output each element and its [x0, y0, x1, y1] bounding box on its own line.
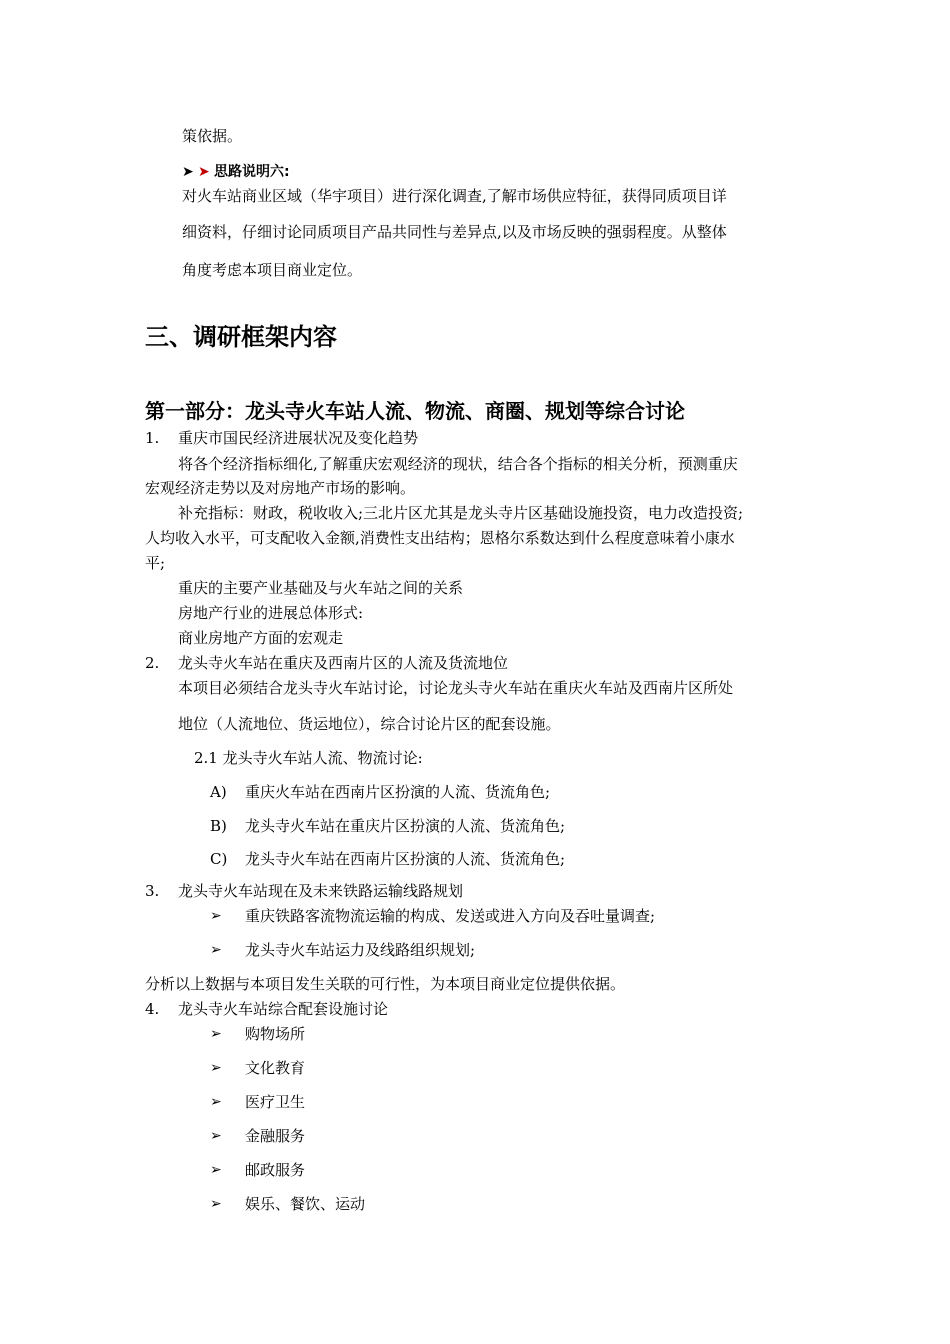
arrow-bullet-icon: ➢ [210, 1162, 222, 1178]
paragraph-line: 房地产行业的进展总体形式: [178, 604, 364, 622]
paragraph-line: 本项目必须结合龙头寺火车站讨论，讨论龙头寺火车站在重庆火车站及西南片区所处 [178, 679, 734, 697]
sub-item-mark: A) [210, 783, 227, 801]
bullet-text: 文化教育 [245, 1059, 306, 1077]
subsection-title: 2.1 龙头寺火车站人流、物流讨论: [194, 749, 423, 767]
item-number: 3. [145, 882, 160, 900]
bullet-text: 邮政服务 [245, 1161, 306, 1179]
item-title: 龙头寺火车站综合配套设施讨论 [178, 1000, 389, 1018]
paragraph-line: 人均收入水平，可支配收入金额,消费性支出结构；恩格尔系数达到什么程度意味着小康水 [145, 529, 735, 547]
arrow-bullet-icon: ➢ [210, 1094, 222, 1110]
sub-item-mark: B) [210, 817, 227, 835]
bullet-text: 娱乐、餐饮、运动 [245, 1195, 366, 1213]
sub-item-mark: C) [210, 850, 228, 868]
red-arrow-icon: ➤ [198, 164, 210, 180]
paragraph-line: 补充指标：财政，税收收入;三北片区尤其是龙头寺片区基础设施投资，电力改造投资; [178, 504, 744, 522]
item-title: 重庆市国民经济进展状况及变化趋势 [178, 429, 419, 447]
sub-item-text: 龙头寺火车站在重庆片区扮演的人流、货流角色; [245, 817, 566, 835]
paragraph-line: 角度考虑本项目商业定位。 [182, 261, 363, 279]
bullet-text: 购物场所 [245, 1025, 306, 1043]
part-title: 第一部分：龙头寺火车站人流、物流、商圈、规划等综合讨论 [145, 399, 685, 423]
paragraph-line: 商业房地产方面的宏观走 [178, 629, 344, 647]
paragraph-line: 将各个经济指标细化,了解重庆宏观经济的现状，结合各个指标的相关分析，预测重庆 [178, 455, 738, 473]
arrow-bullet-icon: ➢ [210, 1060, 222, 1076]
arrow-bullet-icon: ➢ [210, 1128, 222, 1144]
bullet-text: 龙头寺火车站运力及线路组织规划; [245, 941, 476, 959]
item-title: 龙头寺火车站现在及未来铁路运输线路规划 [178, 882, 464, 900]
item-number: 4. [145, 1000, 160, 1018]
bullet-text: 医疗卫生 [245, 1093, 306, 1111]
arrow-bullet-icon: ➢ [210, 1196, 222, 1212]
item-number: 2. [145, 654, 160, 672]
arrow-bullet-icon: ➤ [182, 164, 194, 180]
paragraph-line: 分析以上数据与本项目发生关联的可行性，为本项目商业定位提供依据。 [145, 975, 626, 993]
sub-item-text: 龙头寺火车站在西南片区扮演的人流、货流角色; [245, 850, 566, 868]
section-title: 三、调研框架内容 [145, 323, 337, 351]
arrow-bullet-icon: ➢ [210, 908, 222, 924]
sub-item-text: 重庆火车站在西南片区扮演的人流、货流角色; [245, 783, 551, 801]
paragraph-line: 宏观经济走势以及对房地产市场的影响。 [145, 479, 416, 497]
bullet-text: 重庆铁路客流物流运输的构成、发送或进入方向及吞吐量调查; [245, 907, 656, 925]
paragraph-line: 对火车站商业区域（华宇项目）进行深化调查,了解市场供应特征，获得同质项目详 [182, 187, 727, 205]
paragraph-line: 平; [145, 554, 166, 572]
paragraph-line: 策依据。 [182, 127, 243, 145]
idea-heading: 思路说明六: [214, 164, 290, 180]
item-title: 龙头寺火车站在重庆及西南片区的人流及货流地位 [178, 654, 509, 672]
paragraph-line: 细资料，仔细讨论同质项目产品共同性与差异点,以及市场反映的强弱程度。从整体 [182, 223, 727, 241]
paragraph-line: 重庆的主要产业基础及与火车站之间的关系 [178, 579, 464, 597]
bullet-text: 金融服务 [245, 1127, 306, 1145]
arrow-bullet-icon: ➢ [210, 1026, 222, 1042]
paragraph-line: 地位（人流地位、货运地位），综合讨论片区的配套设施。 [178, 715, 561, 733]
item-number: 1. [145, 429, 160, 447]
arrow-bullet-icon: ➢ [210, 942, 222, 958]
